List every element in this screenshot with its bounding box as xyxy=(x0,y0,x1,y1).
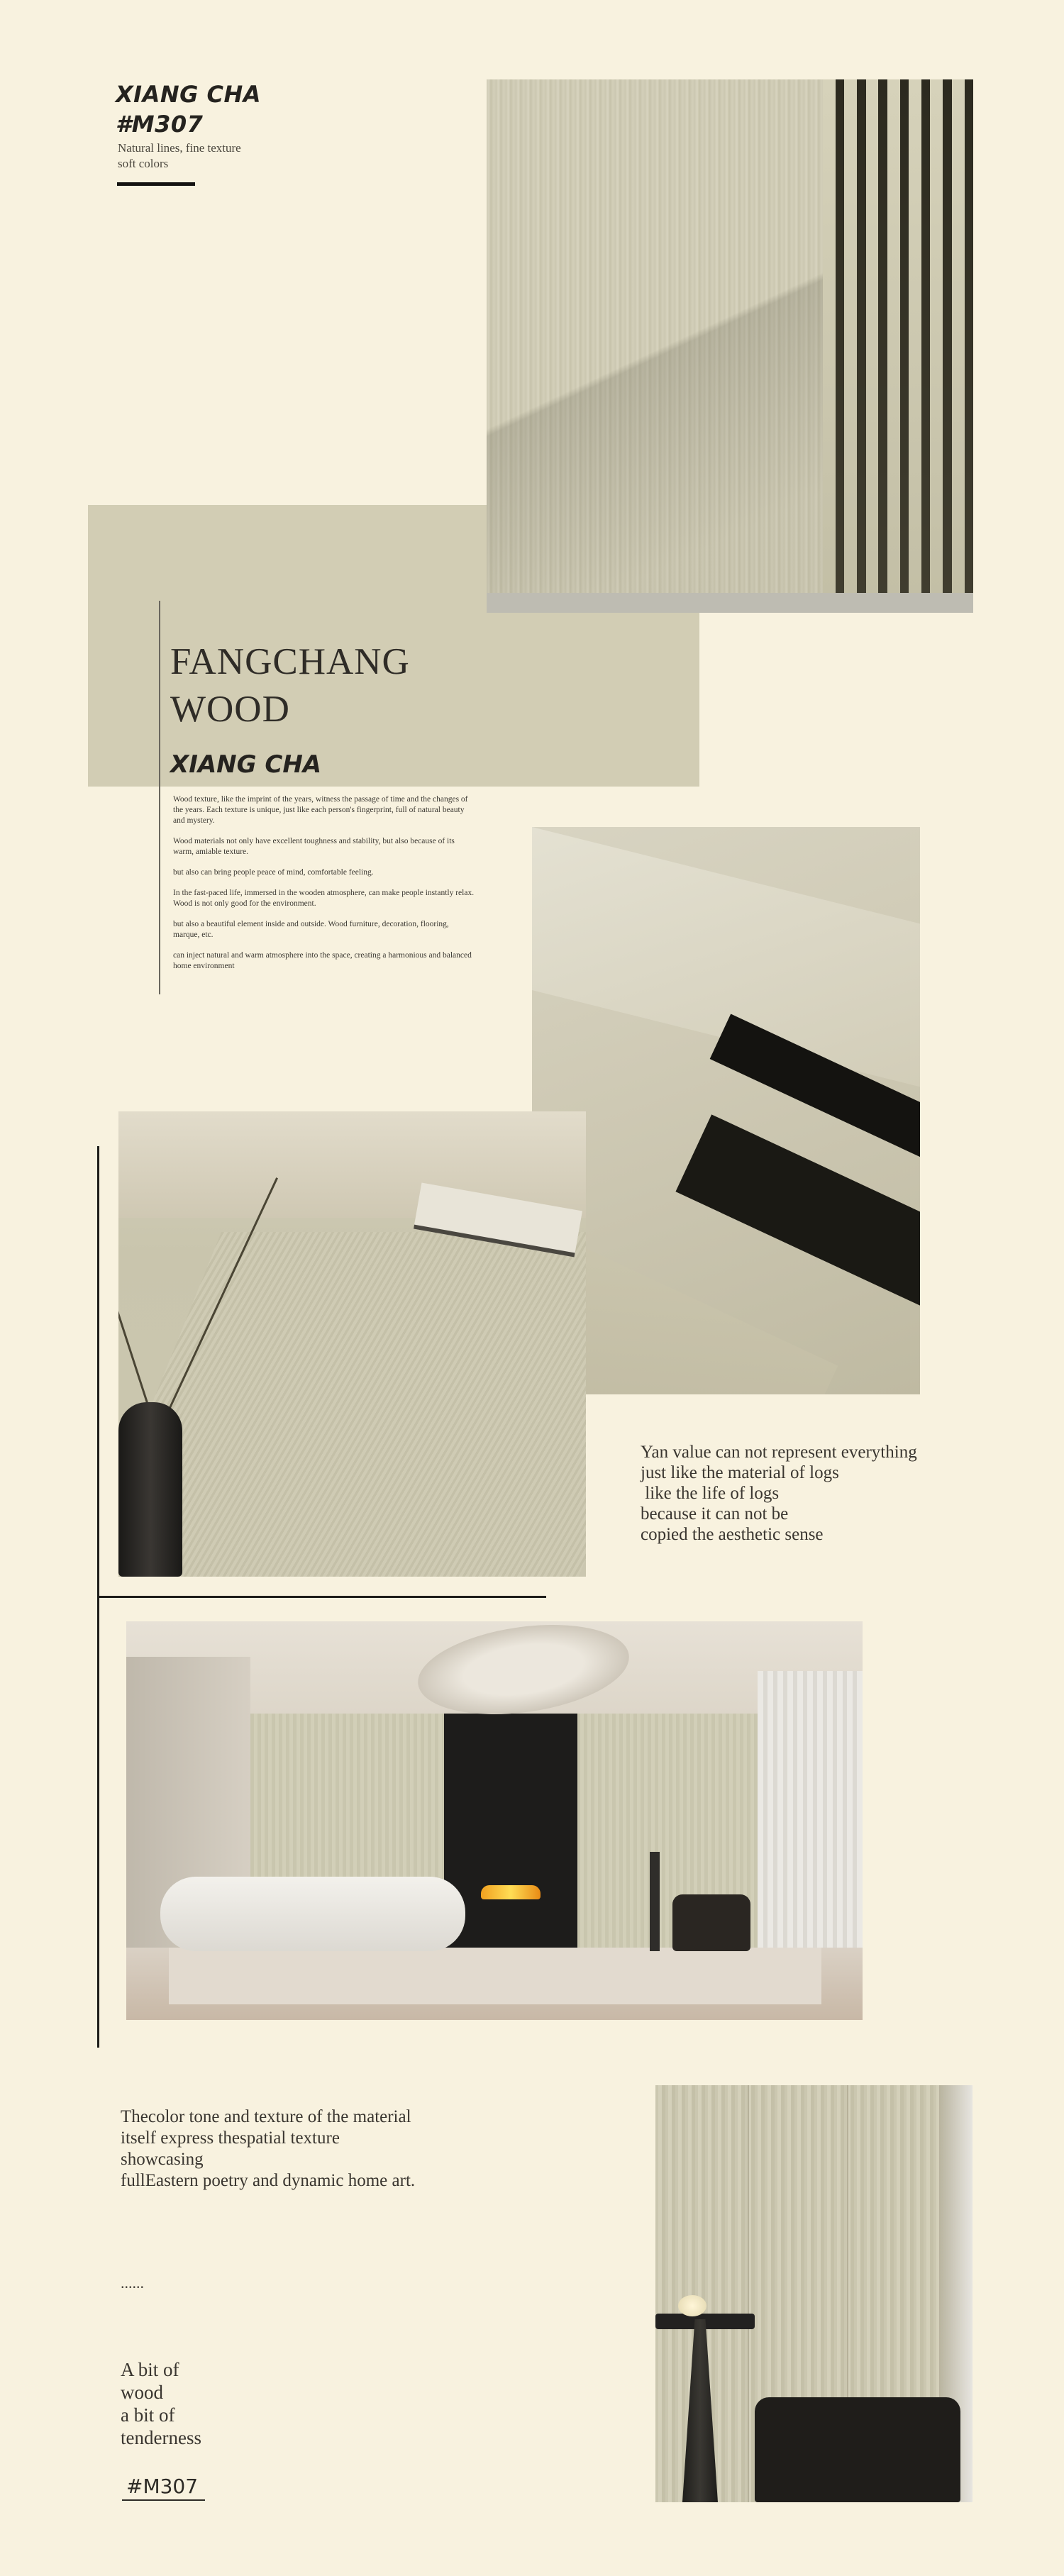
wood-panel-image xyxy=(487,79,973,613)
product-code: #M307 xyxy=(122,2475,205,2501)
panel-base-trim xyxy=(487,593,973,613)
brand-title-line1: XIANG CHA xyxy=(116,81,262,108)
quote-line: Yan value can not represent everything xyxy=(641,1443,917,1462)
tenderness-block xyxy=(121,2358,201,2449)
wood-slats xyxy=(823,79,973,593)
quote-line: copied the aesthetic sense xyxy=(641,1525,824,1544)
brand-tagline-line2: soft colors xyxy=(118,157,169,170)
closing-paragraph xyxy=(121,2106,504,2192)
brand-underline xyxy=(117,182,195,186)
room-window xyxy=(758,1671,863,1976)
closing-line: showcasing xyxy=(121,2150,204,2169)
closing-line: Thecolor tone and texture of the material xyxy=(121,2107,411,2126)
feature-body xyxy=(173,794,475,982)
tenderness-line: a bit of xyxy=(121,2404,175,2426)
quote-line: like the life of logs xyxy=(641,1484,780,1503)
feature-vertical-rule xyxy=(159,601,160,994)
feature-paragraph: Wood materials not only have excellent toughness and stability, but also because of its warm, amiable texture. xyxy=(173,837,455,856)
fire xyxy=(481,1885,541,1899)
drawer-cabinet-image xyxy=(532,827,920,1394)
living-room-image xyxy=(126,1621,863,2020)
shelf-vase-image xyxy=(118,1111,586,1577)
tenderness-line: A bit of xyxy=(121,2359,179,2380)
feature-paragraph: but also can bring people peace of mind, comfortable feeling. xyxy=(173,868,374,877)
brand-title-line2: #M307 xyxy=(116,111,204,138)
frame-horizontal-rule xyxy=(97,1596,546,1598)
feature-subheading: XIANG CHA xyxy=(170,750,322,779)
feature-heading-line1: FANGCHANG xyxy=(170,641,410,682)
vase xyxy=(118,1402,182,1577)
ellipsis: ...... xyxy=(121,2274,144,2292)
wall-panel-chair-image xyxy=(655,2085,972,2502)
brand-tagline-line1: Natural lines, fine texture xyxy=(118,141,241,155)
brand-tagline xyxy=(118,140,302,172)
side-table xyxy=(682,2319,718,2502)
brand-title xyxy=(116,79,261,139)
side-table xyxy=(650,1852,660,1951)
quote-line: because it can not be xyxy=(641,1504,789,1523)
quote-line: just like the material of logs xyxy=(641,1463,839,1482)
feature-heading xyxy=(170,638,410,733)
drawer-opening xyxy=(675,1114,920,1305)
armchair xyxy=(755,2397,960,2502)
shelf-surface xyxy=(118,1232,586,1577)
sofa xyxy=(160,1877,465,1951)
feature-paragraph: can inject natural and warm atmosphere into the space, creating a harmonious and balanced home environment xyxy=(173,951,472,970)
feature-heading-line2: WOOD xyxy=(170,689,290,730)
rug xyxy=(169,1948,821,2004)
feature-paragraph: In the fast-paced life, immersed in the wooden atmosphere, can make people instantly relax. Wood is not only good for the environment. xyxy=(173,889,475,908)
panel-seam xyxy=(748,2085,749,2502)
quote-block xyxy=(641,1442,953,1545)
armchair xyxy=(672,1894,750,1951)
feature-paragraph: Wood texture, like the imprint of the years, witness the passage of time and the changes of the years. Each texture is unique, just like each person's fingerprint, full of natural beauty and mystery. xyxy=(173,795,468,825)
table-lamp xyxy=(678,2295,706,2316)
closing-line: itself express thespatial texture xyxy=(121,2128,340,2148)
closing-line: fullEastern poetry and dynamic home art. xyxy=(121,2171,416,2190)
feature-paragraph: but also a beautiful element inside and outside. Wood furniture, decoration, flooring, marque, etc. xyxy=(173,920,449,939)
tenderness-line: tenderness xyxy=(121,2427,201,2448)
tenderness-line: wood xyxy=(121,2382,163,2403)
